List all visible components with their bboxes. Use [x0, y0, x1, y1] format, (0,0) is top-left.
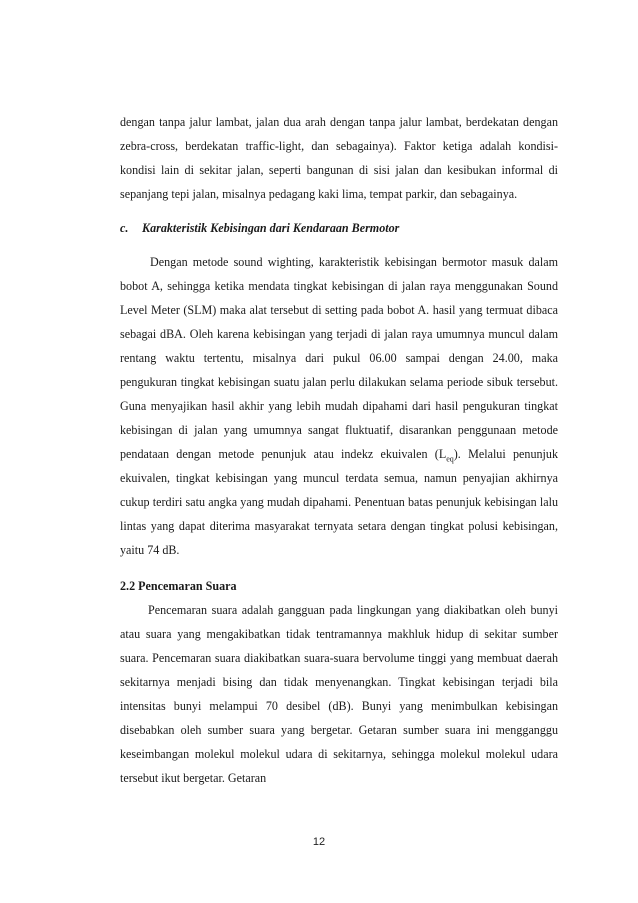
paragraph-noise-characteristics [120, 250, 558, 562]
section-heading: 2.2 Pencemaran Suara [120, 579, 237, 593]
subsection-title: Karakteristik Kebisingan dari Kendaraan Bermotor [142, 221, 400, 235]
paragraph-noise-text-2: ). Melalui penunjuk ekuivalen, tingkat kebisingan yang muncul terdata semua, namun penyajian akhirnya cukup terdiri satu angka yang mudah dipahami. Penentuan batas penunjuk kebisingan lalu lintas yang dapat diterima masyarakat ternyata setara dengan tingkat polusi kebisingan, yaitu 74 dB. [120, 447, 558, 557]
page-content [120, 110, 558, 790]
paragraph-noise-text-1: Dengan metode sound wighting, karakteristik kebisingan bermotor masuk dalam bobot A, sehingga ketika mendata tingkat kebisingan di jalan raya menggunakan Sound Level Meter (SLM) maka alat tersebut di setting pada bobot A. hasil yang termuat dibaca sebagai dBA. Oleh karena kebisingan yang terjadi di jalan raya umumnya muncul dalam rentang waktu tertentu, misalnya dari pukul 06.00 sampai dengan 24.00, maka pengukuran tingkat kebisingan suatu jalan perlu dilakukan selama periode sibuk tersebut. Guna menyajikan hasil akhir yang lebih mudah dipahami dari hasil pengukuran tingkat kebisingan di jalan yang umumnya sangat fluktuatif, disarankan penggunaan metode pendataan dengan metode penunjuk atau indekz ekuivalen (L [120, 255, 558, 461]
page-number: 12 [312, 836, 326, 848]
paragraph-sound-pollution: Pencemaran suara adalah gangguan pada lingkungan yang diakibatkan oleh bunyi atau suara yang mengakibatkan tidak tentramannya makhluk hidup di sekitar sumber suara. Pencemaran suara diakibatkan suara-suara bervolume tinggi yang membuat daerah sekitarnya menjadi bising dan tidak menyenangkan. Tingkat kebisingan terjadi bila intensitas bunyi melampui 70 desibel (dB). Bunyi yang menimbulkan kebisingan disebabkan oleh sumber suara yang bergetar. Getaran sumber suara ini mengganggu keseimbangan molekul molekul udara di sekitarnya, sehingga molekul molekul udara tersebut ikut bergetar. Getaran [120, 603, 558, 785]
paragraph-continuation: dengan tanpa jalur lambat, jalan dua arah dengan tanpa jalur lambat, berdekatan dengan zebra-cross, berdekatan traffic-light, dan sebagainya). Faktor ketiga adalah kondisi-kondisi lain di sekitar jalan, seperti bangunan di sisi jalan dan kesibukan informal di sepanjang tepi jalan, misalnya pedagang kaki lima, tempat parkir, dan sebagainya. [120, 115, 558, 201]
subsection-letter: c. [120, 221, 129, 235]
subsection-heading [120, 216, 558, 240]
leq-subscript: eq [446, 454, 454, 464]
